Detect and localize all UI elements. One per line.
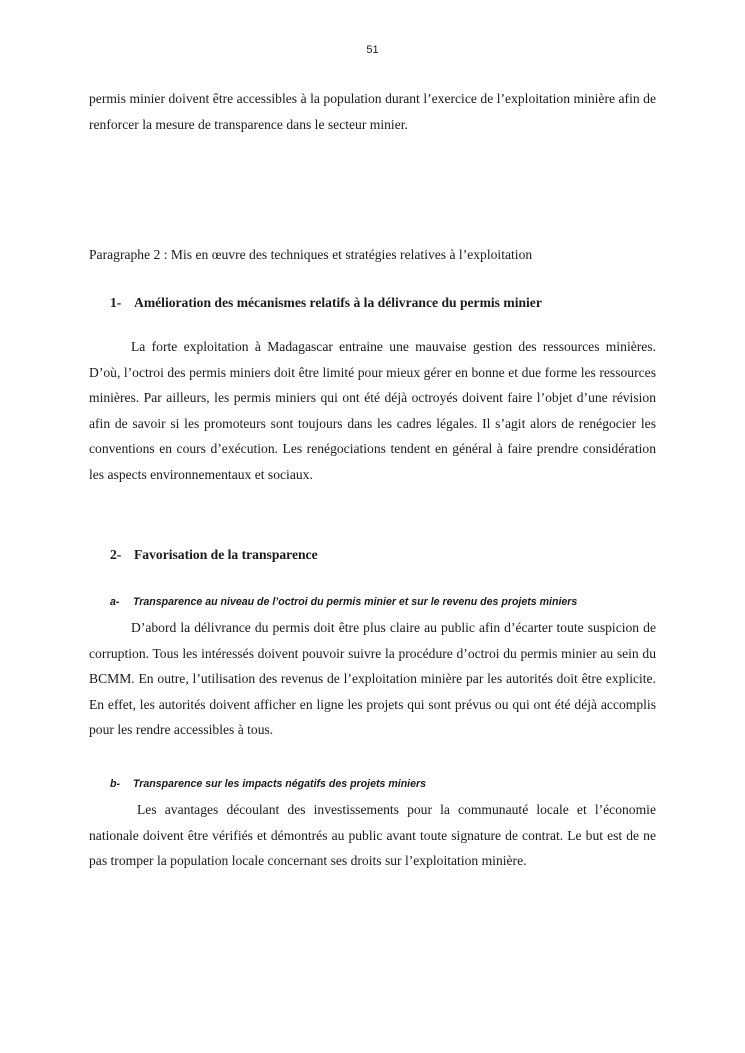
section-2-title: Favorisation de la transparence — [134, 547, 318, 562]
subsection-b-heading — [110, 776, 670, 792]
subsection-a-heading — [110, 594, 670, 610]
subsection-a-number: a- — [110, 596, 120, 608]
section-1-heading — [110, 293, 670, 313]
intro-paragraph: permis minier doivent être accessibles à la population durant l’exercice de l’exploitation minière afin de renforcer la mesure de transparence dans le secteur minier. — [89, 91, 656, 132]
subsection-b-number: b- — [110, 778, 120, 790]
subsection-b-title: Transparence sur les impacts négatifs des projets miniers — [133, 778, 427, 790]
subsection-a-title: Transparence au niveau de l’octroi du permis minier et sur le revenu des projets miniers — [133, 596, 578, 608]
section-1-body: La forte exploitation à Madagascar entraine une mauvaise gestion des ressources minières. D’où, l’octroi des permis miniers doit être limité pour mieux gérer en bonne et due forme les ressources minières. Par ailleurs, les permis miniers qui ont été déjà octroyés doivent faire l’objet d’une révision afin de savoir si les promoteurs sont toujours dans les cadres légales. Il s’agit alors de renégocier les conventions en cours d’exécution. Les renégociations tendent en général à faire prendre considération les aspects environnementaux et sociaux. — [89, 339, 656, 482]
page-number: 51 — [366, 44, 379, 56]
section-1-number: 1- — [110, 295, 122, 310]
section-1-title: Amélioration des mécanismes relatifs à la délivrance du permis minier — [134, 295, 542, 310]
section-2-number: 2- — [110, 547, 122, 562]
section-2-heading — [110, 545, 670, 565]
subsection-b-body: Les avantages découlant des investissements pour la communauté locale et l’économie nationale doivent être vérifiés et démontrés au public avant toute signature de contrat. Le but est de ne pas tromper la population locale concernant ses droits sur l’exploitation minière. — [89, 802, 656, 869]
subsection-a-body: D’abord la délivrance du permis doit être plus claire au public afin d’écarter toute suspicion de corruption. Tous les intéressés doivent pouvoir suivre la procédure d’octroi du permis minier au sein du BCMM. En outre, l’utilisation des revenus de l’exploitation minière par les autorités doit être explicite. En effet, les autorités doivent afficher en ligne les projets qui sont prévus ou qui ont été déjà accomplis pour les rendre accessibles à tous. — [89, 620, 656, 738]
paragraph-heading: Paragraphe 2 : Mis en œuvre des techniques et stratégies relatives à l’exploitation — [89, 247, 533, 262]
